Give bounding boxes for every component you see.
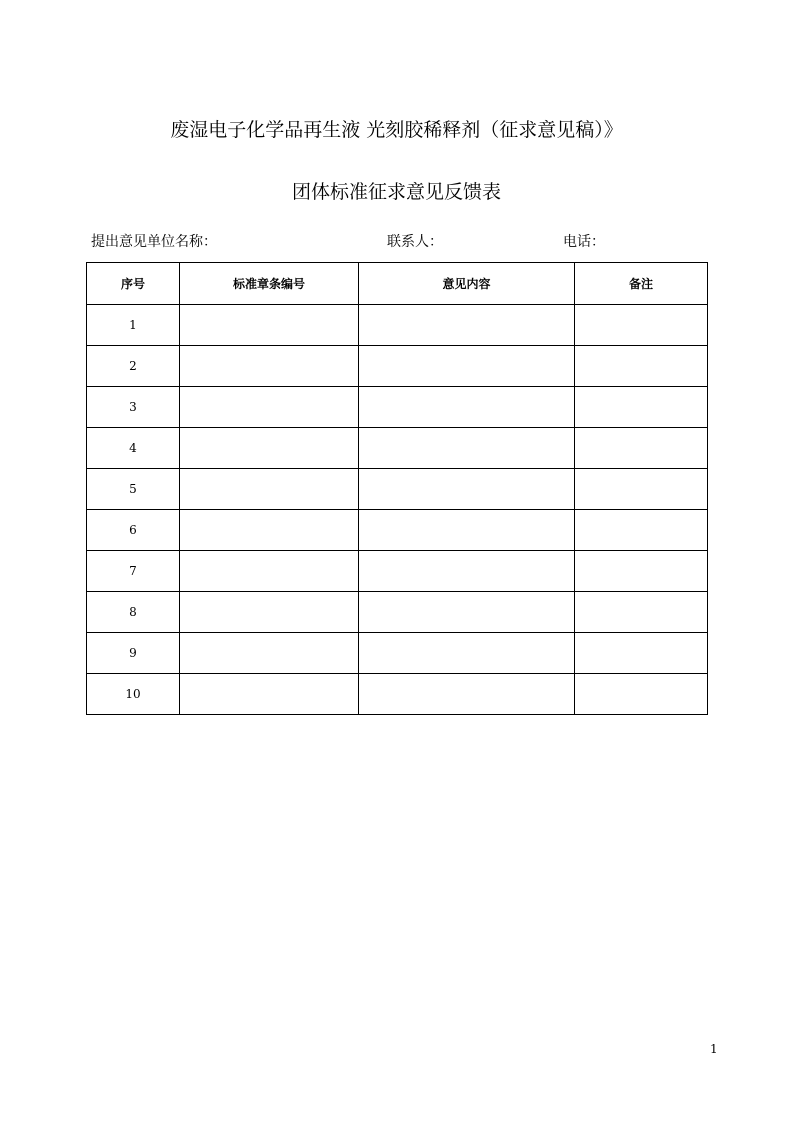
cell-remark[interactable] <box>575 469 708 510</box>
document-title: 废湿电子化学品再生液 光刻胶稀释剂（征求意见稿）》 <box>170 119 623 141</box>
cell-opinion-content[interactable] <box>359 633 575 674</box>
cell-clause-number[interactable] <box>180 305 359 346</box>
cell-serial-number: 10 <box>87 674 180 715</box>
page-number: 1 <box>710 1042 718 1056</box>
cell-clause-number[interactable] <box>180 510 359 551</box>
cell-remark[interactable] <box>575 674 708 715</box>
table-row <box>87 387 708 428</box>
cell-clause-number[interactable] <box>180 469 359 510</box>
table-row <box>87 592 708 633</box>
cell-remark[interactable] <box>575 387 708 428</box>
cell-opinion-content[interactable] <box>359 346 575 387</box>
feedback-table <box>86 262 708 715</box>
cell-clause-number[interactable] <box>180 633 359 674</box>
cell-serial-number: 3 <box>87 387 180 428</box>
cell-opinion-content[interactable] <box>359 469 575 510</box>
cell-serial-number: 9 <box>87 633 180 674</box>
cell-clause-number[interactable] <box>180 346 359 387</box>
info-row <box>0 231 793 251</box>
document-subtitle: 团体标准征求意见反馈表 <box>291 181 501 203</box>
cell-remark[interactable] <box>575 592 708 633</box>
cell-remark[interactable] <box>575 510 708 551</box>
cell-opinion-content[interactable] <box>359 305 575 346</box>
cell-clause-number[interactable] <box>180 387 359 428</box>
table-row <box>87 305 708 346</box>
cell-opinion-content[interactable] <box>359 428 575 469</box>
cell-opinion-content[interactable] <box>359 674 575 715</box>
cell-remark[interactable] <box>575 305 708 346</box>
cell-clause-number[interactable] <box>180 592 359 633</box>
contact-person-label: 联系人： <box>387 234 443 250</box>
cell-remark[interactable] <box>575 551 708 592</box>
table-header-row <box>87 263 708 305</box>
table-row <box>87 674 708 715</box>
cell-opinion-content[interactable] <box>359 592 575 633</box>
cell-serial-number: 5 <box>87 469 180 510</box>
table-row <box>87 428 708 469</box>
cell-clause-number[interactable] <box>180 674 359 715</box>
cell-opinion-content[interactable] <box>359 551 575 592</box>
table-row <box>87 346 708 387</box>
cell-serial-number: 4 <box>87 428 180 469</box>
cell-remark[interactable] <box>575 428 708 469</box>
cell-opinion-content[interactable] <box>359 387 575 428</box>
cell-serial-number: 7 <box>87 551 180 592</box>
header-serial-number: 序号 <box>87 263 180 305</box>
header-clause-number: 标准章条编号 <box>180 263 359 305</box>
cell-clause-number[interactable] <box>180 551 359 592</box>
cell-remark[interactable] <box>575 346 708 387</box>
phone-label: 电话： <box>563 234 605 250</box>
cell-serial-number: 1 <box>87 305 180 346</box>
table-row <box>87 633 708 674</box>
cell-serial-number: 6 <box>87 510 180 551</box>
cell-clause-number[interactable] <box>180 428 359 469</box>
cell-serial-number: 8 <box>87 592 180 633</box>
cell-opinion-content[interactable] <box>359 510 575 551</box>
header-opinion-content: 意见内容 <box>359 263 575 305</box>
table-row <box>87 469 708 510</box>
unit-name-label: 提出意见单位名称： <box>91 234 217 250</box>
header-remark: 备注 <box>575 263 708 305</box>
table-row <box>87 510 708 551</box>
cell-remark[interactable] <box>575 633 708 674</box>
cell-serial-number: 2 <box>87 346 180 387</box>
table-row <box>87 551 708 592</box>
